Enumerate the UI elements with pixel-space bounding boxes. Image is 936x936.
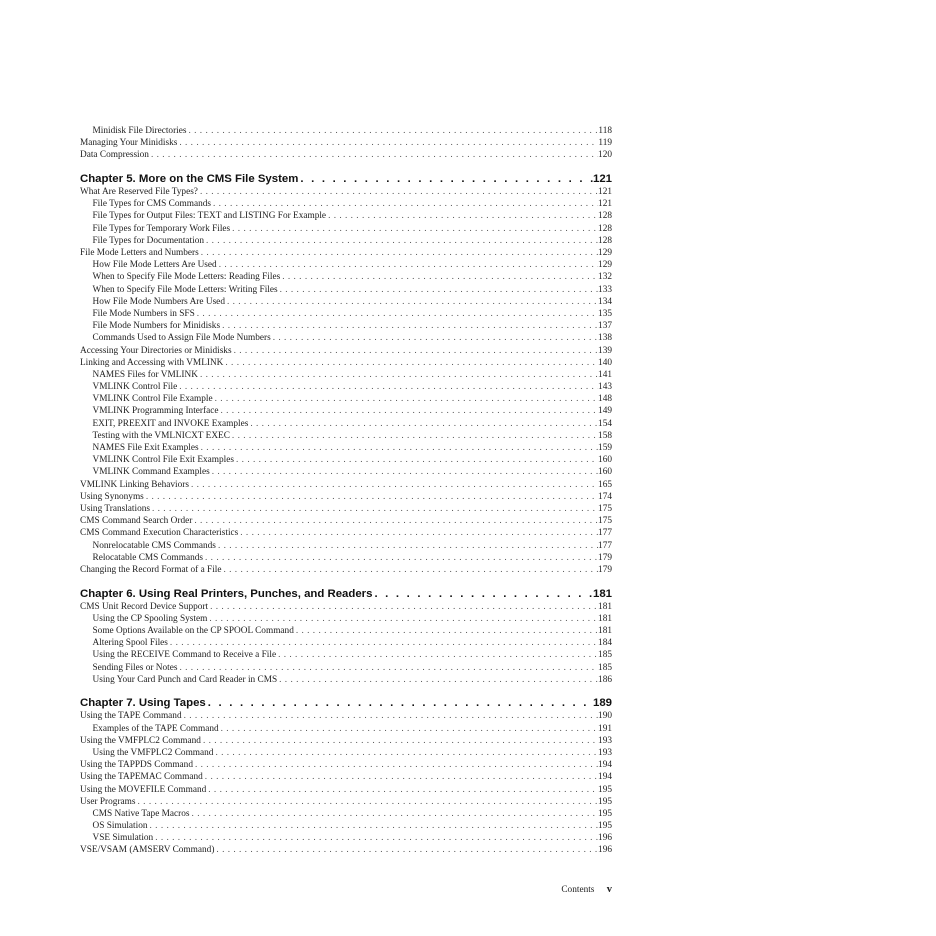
toc-page-number: 154 [598, 418, 612, 429]
toc-dot-leader [195, 308, 598, 320]
toc-page-number: 148 [598, 394, 612, 405]
toc-entry-title: Altering Spool Files [92, 638, 168, 649]
toc-entry[interactable] [80, 771, 612, 783]
toc-entry-title: What Are Reserved File Types? [80, 187, 198, 198]
toc-dot-leader [206, 696, 593, 710]
toc-page-number: 165 [598, 479, 612, 490]
toc-dot-leader [294, 625, 598, 637]
toc-page-number: 149 [598, 406, 612, 417]
toc-dot-leader [217, 259, 598, 271]
toc-page-number: 143 [598, 382, 612, 393]
toc-entry[interactable] [80, 662, 612, 674]
toc-page-number: 137 [598, 321, 612, 332]
toc-page-number: 181 [598, 625, 612, 636]
toc-page-number: 177 [598, 528, 612, 539]
toc-entry[interactable] [80, 247, 612, 259]
toc-entry-title: Linking and Accessing with VMLINK [80, 357, 224, 368]
toc-dot-leader [189, 479, 598, 491]
toc-entry-title: Using Your Card Punch and Card Reader in CMS [92, 674, 278, 685]
toc-page-number: 179 [598, 564, 612, 575]
toc-page-number: 160 [598, 467, 612, 478]
toc-dot-leader [271, 332, 598, 344]
toc-dot-leader [153, 832, 598, 844]
toc-entry-title: Accessing Your Directories or Minidisks [80, 345, 232, 356]
toc-entry[interactable] [80, 527, 612, 539]
toc-dot-leader [203, 552, 598, 564]
toc-entry-title: Sending Files or Notes [92, 662, 178, 673]
toc-dot-leader [280, 271, 598, 283]
toc-dot-leader [192, 515, 598, 527]
toc-entry-title: NAMES Files for VMLINK [92, 369, 198, 380]
toc-entry[interactable] [80, 149, 612, 161]
toc-entry-title: Minidisk File Directories [92, 126, 187, 136]
toc-dot-leader [177, 137, 598, 149]
toc-page-number: 193 [598, 747, 612, 758]
toc-page-number: 175 [598, 503, 612, 514]
toc-dot-leader [238, 527, 598, 539]
toc-dot-leader [234, 454, 598, 466]
toc-entry-title: When to Specify File Mode Letters: Writing Files [92, 284, 278, 295]
toc-page-number: 185 [598, 662, 612, 673]
toc-dot-leader [206, 784, 598, 796]
toc-page-number: 160 [598, 455, 612, 466]
page-footer [440, 884, 612, 895]
toc-page-number: 132 [598, 272, 612, 283]
toc-entry-title: File Mode Letters and Numbers [80, 248, 199, 258]
toc-entry-title: VMLINK Linking Behaviors [80, 479, 189, 490]
toc-entry[interactable] [80, 637, 612, 649]
toc-entry[interactable] [80, 540, 612, 552]
toc-entry-title: When to Specify File Mode Letters: Reading Files [92, 272, 281, 283]
toc-entry[interactable] [80, 418, 612, 430]
toc-entry[interactable] [80, 552, 612, 564]
toc-dot-leader [144, 491, 598, 503]
toc-entry-title: Using Synonyms [80, 491, 144, 502]
toc-entry[interactable] [80, 625, 612, 637]
toc-entry[interactable] [80, 784, 612, 796]
toc-dot-leader [198, 369, 598, 381]
toc-page-number: 185 [598, 650, 612, 661]
toc-dot-leader [248, 418, 598, 430]
toc-dot-leader [201, 735, 598, 747]
toc-dot-leader [177, 381, 598, 393]
toc-dot-leader [177, 662, 598, 674]
toc-dot-leader [213, 747, 598, 759]
toc-entry[interactable] [80, 674, 612, 686]
toc-dot-leader [190, 808, 599, 820]
toc-entry-title: Chapter 5. More on the CMS File System [80, 173, 299, 186]
toc-dot-leader [210, 466, 598, 478]
toc-entry-title: CMS Command Execution Characteristics [80, 528, 239, 539]
toc-entry-title: CMS Native Tape Macros [92, 808, 190, 819]
toc-page-number: 181 [598, 601, 612, 612]
toc-page-number: 190 [598, 711, 612, 722]
toc-entry[interactable] [80, 210, 612, 222]
toc-entry-title: File Mode Numbers in SFS [92, 308, 195, 319]
toc-page-number: 141 [598, 369, 612, 380]
toc-dot-leader [230, 430, 598, 442]
toc-entry[interactable] [80, 223, 612, 235]
toc-dot-leader [298, 172, 593, 186]
toc-entry-title: How File Mode Numbers Are Used [92, 296, 225, 307]
toc-entry[interactable] [80, 284, 612, 296]
toc-page-number: 120 [598, 150, 612, 161]
toc-entry[interactable] [80, 796, 612, 808]
toc-entry-title: VMLINK Programming Interface [92, 406, 219, 417]
toc-entry[interactable] [80, 393, 612, 405]
toc-dot-leader [232, 345, 598, 357]
toc-page-number: 175 [598, 516, 612, 527]
toc-dot-leader [276, 649, 598, 661]
toc-page-number: 189 [592, 697, 612, 710]
toc-entry-title: Using the TAPE Command [80, 711, 182, 722]
toc-page-number: 140 [598, 357, 612, 368]
footer-page-number: v [606, 884, 612, 895]
toc-entry[interactable] [80, 759, 612, 771]
toc-page-number: 158 [598, 430, 612, 441]
toc-dot-leader [207, 613, 598, 625]
toc-entry[interactable] [80, 503, 612, 515]
toc-entry-title: Data Compression [80, 150, 149, 161]
toc-page-number: 195 [598, 808, 612, 819]
toc-entry-title: Using the VMFPLC2 Command [80, 735, 201, 746]
toc-entry-title: CMS Unit Record Device Support [80, 601, 209, 612]
toc-entry-title: Examples of the TAPE Command [92, 723, 219, 734]
toc-dot-leader [372, 587, 593, 601]
toc-dot-leader [204, 235, 598, 247]
toc-page-number: 179 [598, 552, 612, 563]
toc-entry[interactable] [80, 369, 612, 381]
toc-dot-leader [213, 393, 598, 405]
toc-entry-title: OS Simulation [92, 821, 148, 832]
toc-entry[interactable] [80, 723, 612, 735]
toc-entry-title: Using the TAPEMAC Command [80, 772, 203, 783]
toc-entry[interactable] [80, 820, 612, 832]
toc-page-number: 139 [598, 345, 612, 356]
toc-chapter-heading[interactable] [80, 696, 612, 710]
toc-page-number: 195 [598, 784, 612, 795]
toc-entry[interactable] [80, 198, 612, 210]
toc-entry-title: File Types for Temporary Work Files [92, 223, 231, 234]
toc-entry[interactable] [80, 844, 612, 856]
toc-dot-leader [199, 442, 598, 454]
toc-dot-leader [326, 210, 598, 222]
toc-entry-title: VSE Simulation [92, 833, 154, 844]
toc-dot-leader [214, 844, 598, 856]
table-of-contents [80, 125, 612, 857]
toc-page-number: 129 [598, 260, 612, 271]
toc-entry-title: CMS Command Search Order [80, 516, 193, 527]
toc-dot-leader [208, 601, 598, 613]
toc-page-number: 121 [598, 187, 612, 198]
toc-page-number: 194 [598, 772, 612, 783]
toc-page-number: 177 [598, 540, 612, 551]
toc-entry-title: VMLINK Command Examples [92, 467, 210, 478]
toc-entry[interactable] [80, 332, 612, 344]
toc-entry-title: Chapter 7. Using Tapes [80, 697, 206, 710]
toc-entry[interactable] [80, 357, 612, 369]
toc-chapter-heading[interactable] [80, 172, 612, 186]
toc-entry[interactable] [80, 405, 612, 417]
toc-entry[interactable] [80, 320, 612, 332]
toc-entry-title: Using the VMFPLC2 Command [92, 747, 214, 758]
toc-page-number: 191 [598, 723, 612, 734]
toc-page-number: 194 [598, 760, 612, 771]
toc-entry[interactable] [80, 259, 612, 271]
toc-page-number: 135 [598, 308, 612, 319]
toc-page-number: 181 [592, 587, 612, 600]
toc-page-number: 128 [598, 235, 612, 246]
toc-dot-leader [219, 405, 599, 417]
toc-entry[interactable] [80, 735, 612, 747]
toc-entry[interactable] [80, 442, 612, 454]
toc-dot-leader [193, 759, 598, 771]
toc-dot-leader [220, 320, 598, 332]
toc-dot-leader [230, 223, 598, 235]
toc-entry[interactable] [80, 137, 612, 149]
toc-dot-leader [277, 674, 598, 686]
toc-entry[interactable] [80, 479, 612, 491]
toc-entry[interactable] [80, 430, 612, 442]
toc-page-number: 119 [598, 138, 612, 149]
toc-page-number: 128 [598, 223, 612, 234]
toc-entry[interactable] [80, 296, 612, 308]
toc-entry-title: File Types for Output Files: TEXT and LISTING For Example [92, 211, 327, 222]
toc-entry[interactable] [80, 747, 612, 759]
toc-entry-title: VMLINK Control File [92, 382, 178, 393]
toc-entry[interactable] [80, 832, 612, 844]
toc-entry-title: VSE/VSAM (AMSERV Command) [80, 845, 215, 856]
toc-entry-title: Changing the Record Format of a File [80, 564, 222, 575]
toc-entry-title: Using Translations [80, 503, 150, 514]
toc-entry[interactable] [80, 308, 612, 320]
toc-entry-title: VMLINK Control File Example [92, 394, 213, 405]
toc-entry-title: NAMES File Exit Examples [92, 443, 199, 453]
toc-entry-title: How File Mode Letters Are Used [92, 260, 217, 271]
toc-entry[interactable] [80, 186, 612, 198]
toc-entry-title: VMLINK Control File Exit Examples [92, 455, 235, 466]
toc-entry[interactable] [80, 613, 612, 625]
toc-entry[interactable] [80, 271, 612, 283]
toc-entry-title: Managing Your Minidisks [80, 138, 178, 149]
toc-page-number: 174 [598, 491, 612, 502]
toc-page-number: 133 [598, 284, 612, 295]
toc-page-number: 138 [598, 333, 612, 344]
toc-entry-title: Using the CP Spooling System [92, 613, 208, 624]
toc-entry-title: Commands Used to Assign File Mode Numbers [92, 333, 271, 344]
toc-entry-title: Testing with the VMLNICXT EXEC [92, 430, 230, 441]
toc-entry-title: User Programs [80, 796, 136, 807]
toc-chapter-heading[interactable] [80, 587, 612, 601]
toc-entry[interactable] [80, 491, 612, 503]
toc-dot-leader [223, 357, 598, 369]
toc-entry-title: Nonrelocatable CMS Commands [92, 540, 216, 551]
toc-entry-title: Some Options Available on the CP SPOOL Command [92, 625, 294, 636]
toc-dot-leader [203, 771, 598, 783]
toc-dot-leader [136, 796, 599, 808]
toc-dot-leader [211, 198, 598, 210]
toc-page-number: 196 [598, 833, 612, 844]
toc-entry-title: EXIT, PREEXIT and INVOKE Examples [92, 418, 249, 429]
toc-dot-leader [225, 296, 598, 308]
toc-entry[interactable] [80, 649, 612, 661]
toc-dot-leader [187, 125, 599, 137]
toc-page-number: 159 [598, 443, 612, 453]
toc-entry[interactable] [80, 454, 612, 466]
toc-entry[interactable] [80, 466, 612, 478]
toc-dot-leader [199, 247, 598, 259]
toc-page-number: 181 [598, 613, 612, 624]
toc-dot-leader [182, 710, 598, 722]
toc-entry-title: File Types for CMS Commands [92, 199, 211, 210]
toc-page-number: 195 [598, 796, 612, 807]
toc-entry-title: Using the MOVEFILE Command [80, 784, 207, 795]
toc-entry-title: Relocatable CMS Commands [92, 552, 204, 563]
toc-entry[interactable] [80, 515, 612, 527]
toc-page-number: 195 [598, 821, 612, 832]
footer-label: Contents [561, 885, 595, 895]
toc-entry[interactable] [80, 710, 612, 722]
toc-entry[interactable] [80, 125, 612, 137]
toc-entry[interactable] [80, 808, 612, 820]
toc-page-number: 184 [598, 638, 612, 649]
toc-entry-title: File Types for Documentation [92, 235, 204, 246]
toc-page-number: 121 [592, 173, 612, 186]
toc-dot-leader [150, 503, 598, 515]
toc-page-number: 186 [598, 674, 612, 685]
toc-dot-leader [222, 564, 599, 576]
toc-dot-leader [168, 637, 598, 649]
toc-page-number: 121 [598, 199, 612, 210]
toc-dot-leader [148, 820, 599, 832]
toc-page-number: 196 [598, 845, 612, 856]
toc-dot-leader [278, 284, 598, 296]
toc-dot-leader [198, 186, 598, 198]
toc-dot-leader [216, 540, 598, 552]
toc-page-number: 134 [598, 296, 612, 307]
toc-entry-title: Using the TAPPDS Command [80, 760, 193, 771]
toc-entry[interactable] [80, 345, 612, 357]
toc-entry[interactable] [80, 235, 612, 247]
toc-page-number: 118 [598, 126, 612, 136]
toc-entry[interactable] [80, 564, 612, 576]
toc-entry-title: Chapter 6. Using Real Printers, Punches, and Readers [80, 587, 373, 600]
toc-entry[interactable] [80, 601, 612, 613]
toc-entry-title: File Mode Numbers for Minidisks [92, 321, 221, 332]
toc-entry[interactable] [80, 381, 612, 393]
toc-page-number: 193 [598, 735, 612, 746]
toc-entry-title: Using the RECEIVE Command to Receive a File [92, 650, 277, 661]
toc-page-number: 129 [598, 248, 612, 258]
toc-dot-leader [219, 723, 598, 735]
toc-dot-leader [149, 149, 598, 161]
toc-page-number: 128 [598, 211, 612, 222]
